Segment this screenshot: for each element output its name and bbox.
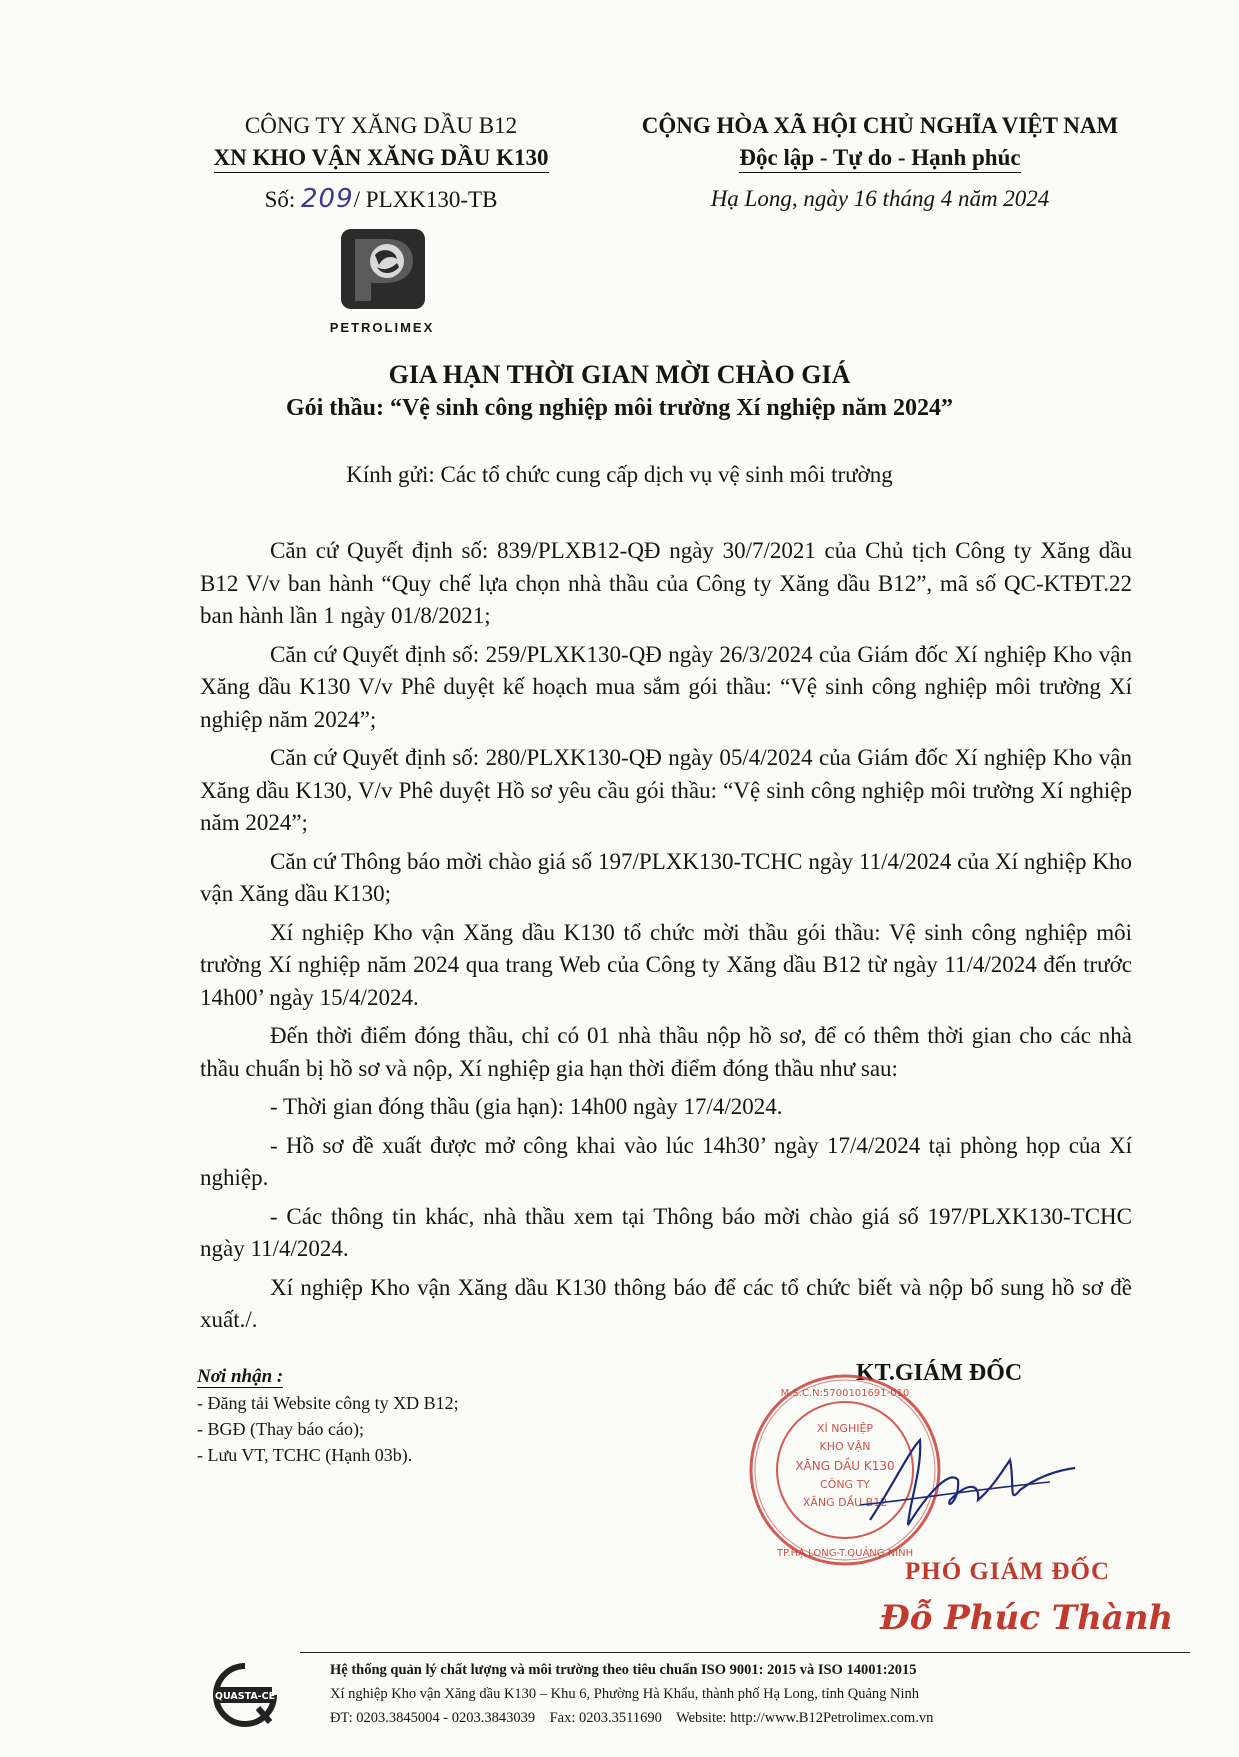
- footer-info: [330, 1658, 1150, 1730]
- docno-suffix: / PLXK130-TB: [353, 187, 498, 212]
- paragraph: Xí nghiệp Kho vận Xăng dầu K130 tổ chức mời thầu gói thầu: Vệ sinh công nghiệp môi trường Xí nghiệp năm 2024 qua trang Web của Công ty Xăng dầu B12 từ ngày 11/4/2024 đến trước 14h00’ ngày 15/4/2024.: [200, 919, 1132, 1010]
- paragraph: Căn cứ Quyết định số: 259/PLXK130-QĐ ngày 26/3/2024 của Giám đốc Xí nghiệp Kho vận Xăng dầu K130 V/v Phê duyệt kế hoạch mua sắm gói thầu: “Vệ sinh công nghiệp môi trường Xí nghiệp năm 2024”;: [200, 641, 1132, 732]
- docno-handwritten: 209: [301, 184, 354, 214]
- motto-text: Độc lập - Tự do - Hạnh phúc: [739, 145, 1020, 173]
- unit-name: [186, 142, 576, 174]
- issuer-block: [186, 110, 576, 214]
- recipients-block: [197, 1364, 459, 1468]
- bullet-item: - Thời gian đóng thầu (gia hạn): 14h00 ngày 17/4/2024.: [270, 1094, 783, 1119]
- paragraph: Xí nghiệp Kho vận Xăng dầu K130 thông báo để các tổ chức biết và nộp bổ sung hồ sơ đề xuất./.: [200, 1274, 1132, 1332]
- bullet-item: - Các thông tin khác, nhà thầu xem tại Thông báo mời chào giá số 197/PLXK130-TCHC ngày 11/4/2024.: [200, 1203, 1132, 1261]
- recipients-heading-text: Nơi nhận :: [197, 1366, 284, 1387]
- svg-text:XÍ NGHIỆP: XÍ NGHIỆP: [816, 1422, 874, 1435]
- petrolimex-wordmark: PETROLIMEX: [329, 320, 435, 335]
- svg-text:KHO VẬN: KHO VẬN: [819, 1440, 871, 1453]
- footer-divider: [300, 1652, 1190, 1653]
- quasta-logo-text: QUASTA-CE: [214, 1691, 276, 1702]
- paragraph: Đến thời điểm đóng thầu, chỉ có 01 nhà thầu nộp hồ sơ, để có thêm thời gian cho các nhà thầu chuẩn bị hồ sơ và nộp, Xí nghiệp gia hạn thời điểm đóng thầu như sau:: [200, 1023, 1132, 1081]
- company-name: CÔNG TY XĂNG DẦU B12: [244, 113, 518, 138]
- signer-title: PHÓ GIÁM ĐỐC: [905, 1558, 1111, 1585]
- svg-text:XĂNG DẦU K130: XĂNG DẦU K130: [795, 1459, 895, 1473]
- paragraph: Căn cứ Thông báo mời chào giá số 197/PLXK130-TCHC ngày 11/4/2024 của Xí nghiệp Kho vận Xăng dầu K130;: [200, 848, 1132, 906]
- recipient-item: - Lưu VT, TCHC (Hạnh 03b).: [197, 1445, 413, 1465]
- letter-body: [200, 535, 1132, 1343]
- document-subtitle: Gói thầu: “Vệ sinh công nghiệp môi trường Xí nghiệp năm 2024”: [285, 395, 954, 421]
- handwritten-signature: [850, 1430, 1080, 1540]
- motto: [610, 142, 1150, 174]
- document-number: [186, 184, 576, 214]
- svg-text:XĂNG DẦU B12: XĂNG DẦU B12: [802, 1496, 888, 1509]
- recipient-item: - BGĐ (Thay báo cáo);: [197, 1419, 364, 1439]
- unit-name-text: XN KHO VẬN XĂNG DẦU K130: [214, 145, 549, 173]
- bullet-item: - Hồ sơ đề xuất được mở công khai vào lúc 14h30’ ngày 17/4/2024 tại phòng họp của Xí nghiệp.: [200, 1132, 1132, 1190]
- greeting: Kính gửi: Các tổ chức cung cấp dịch vụ vệ sinh môi trường: [346, 462, 893, 487]
- svg-text:M.S.C.N:5700101691-010: M.S.C.N:5700101691-010: [780, 1388, 910, 1399]
- footer-contact: ĐT: 0203.3845004 - 0203.3843039 Fax: 0203.3511690 Website: http://www.B12Petrolimex.com.vn: [330, 1710, 934, 1726]
- docno-prefix: Số:: [264, 187, 302, 212]
- recipients-heading: [197, 1364, 459, 1390]
- footer-address: Xí nghiệp Kho vận Xăng dầu K130 – Khu 6, Phường Hà Khẩu, thành phố Hạ Long, tỉnh Quảng Ninh: [330, 1686, 920, 1702]
- signature-role: KT.GIÁM ĐỐC: [856, 1360, 1023, 1386]
- quasta-certification-logo: [210, 1660, 280, 1730]
- national-header: [610, 110, 1150, 212]
- country-name: CỘNG HÒA XÃ HỘI CHỦ NGHĨA VIỆT NAM: [641, 113, 1119, 138]
- svg-text:TP.HẠ LONG-T.QUẢNG NINH: TP.HẠ LONG-T.QUẢNG NINH: [776, 1548, 914, 1559]
- signer-name: Đỗ Phúc Thành: [880, 1598, 1174, 1638]
- document-title: GIA HẠN THỜI GIAN MỜI CHÀO GIÁ: [388, 360, 851, 389]
- petrolimex-logo-icon: [341, 229, 425, 309]
- paragraph: Căn cứ Quyết định số: 280/PLXK130-QĐ ngày 05/4/2024 của Giám đốc Xí nghiệp Kho vận Xăng dầu K130, V/v Phê duyệt Hồ sơ yêu cầu gói thầu: “Vệ sinh công nghiệp môi trường Xí nghiệp năm 2024”;: [200, 745, 1132, 835]
- paragraph: Căn cứ Quyết định số: 839/PLXB12-QĐ ngày 30/7/2021 của Chủ tịch Công ty Xăng dầu B12 V/v ban hành “Quy chế lựa chọn nhà thầu của Công ty Xăng dầu B12”, mã số QC-KTĐT.22 ban hành lần 1 ngày 01/8/2021;: [200, 538, 1132, 628]
- svg-text:CÔNG TY: CÔNG TY: [819, 1478, 871, 1491]
- issue-date: Hạ Long, ngày 16 tháng 4 năm 2024: [710, 186, 1050, 211]
- recipient-item: - Đăng tải Website công ty XD B12;: [197, 1393, 459, 1413]
- footer-iso-line: Hệ thống quản lý chất lượng và môi trường theo tiêu chuẩn ISO 9001: 2015 và ISO 14001:2015: [330, 1662, 917, 1678]
